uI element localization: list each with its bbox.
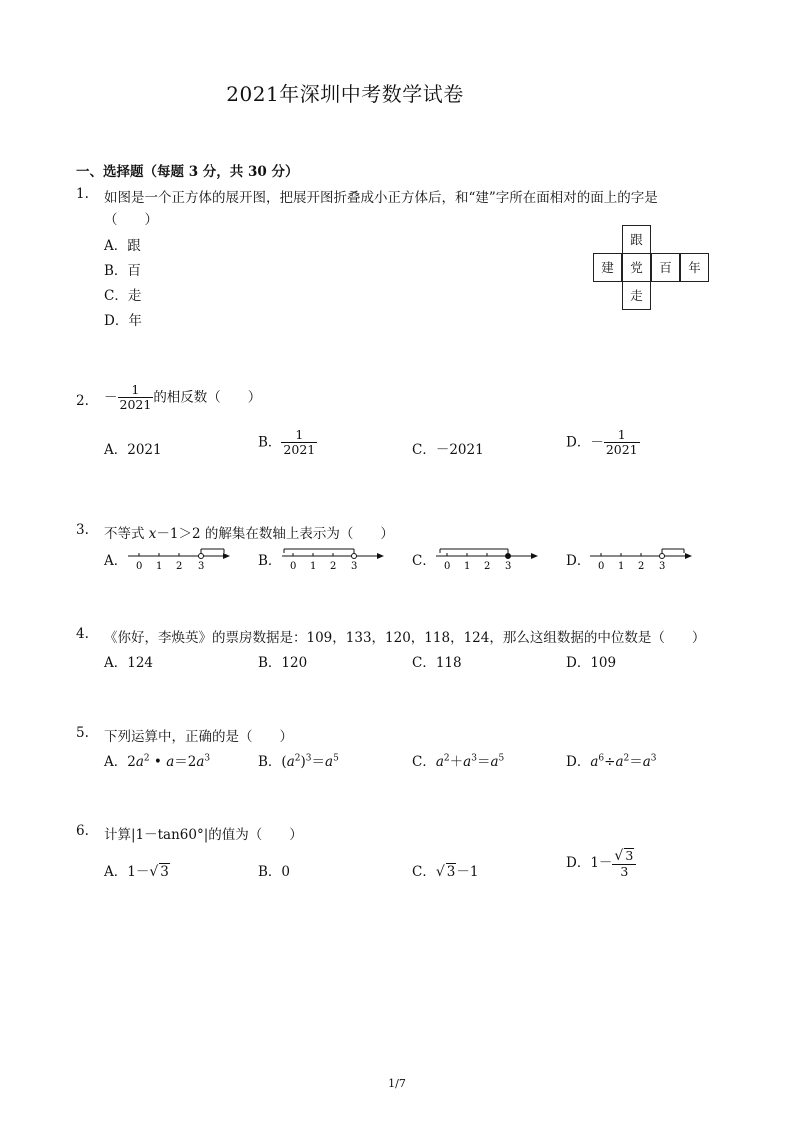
net-cell-row-3: 百	[651, 253, 680, 282]
q6-option-d-fraction: $\frac{√ 3}{3}$	[612, 848, 636, 879]
net-cell-top: 跟	[622, 225, 651, 254]
net-cell-bottom: 走	[622, 281, 651, 310]
q3-text-pre: 不等式	[104, 526, 149, 542]
q4-option-a: A．124	[104, 655, 154, 671]
q3-numberline-d	[586, 540, 696, 572]
q6-option-d-label: D．1－	[566, 855, 613, 872]
q4-option-b: B．120	[258, 655, 308, 671]
q4-number: 4.	[76, 626, 89, 642]
q3-b-tick-0: 0	[290, 561, 297, 572]
q4-option-d: D．109	[566, 655, 617, 671]
q4-text: 《你好，李焕英》的票房数据是：109，133，120，118，124，那么这组数据的中位数是（ ）	[104, 630, 706, 646]
q1-text: 如图是一个正方体的展开图，把展开图折叠成小正方体后，和“建”字所在面相对的面上的字是	[104, 190, 658, 206]
q3-b-tick-1: 1	[310, 561, 317, 572]
q3-a-tick-1: 1	[156, 561, 163, 572]
q3-numberline-c	[432, 540, 542, 572]
net-cell-row-1: 建	[593, 253, 622, 282]
q3-c-tick-2: 2	[484, 561, 491, 572]
exam-title: 2021年深圳中考数学试卷	[226, 82, 464, 106]
q1-option-d: D．年	[104, 313, 142, 329]
q3-d-tick-3: 3	[659, 561, 666, 572]
q1-option-b: B．百	[104, 263, 141, 279]
q3-number: 3.	[76, 522, 89, 538]
q6-option-a: A．1－√ 3	[104, 864, 169, 880]
q3-text	[104, 522, 394, 542]
q5-option-c-label: C．	[412, 754, 436, 770]
q3-a-tick-2: 2	[176, 561, 183, 572]
q3-option-b-label: B．	[258, 553, 282, 569]
q3-a-tick-3: 3	[198, 561, 205, 572]
section-heading: 一、选择题（每题 3 分，共 30 分）	[76, 164, 299, 180]
q5-option-a: A．$2a^2$ • $a=2a^3$	[104, 753, 211, 770]
q6-option-b: B．0	[258, 864, 291, 880]
q3-text-post: －1＞2 的解集在数轴上表示为（ ）	[156, 526, 394, 542]
q6-option-d-den: 3	[620, 864, 629, 880]
q2-option-d	[566, 428, 640, 458]
q5-number: 5.	[76, 725, 89, 741]
q3-d-tick-1: 1	[618, 561, 625, 572]
q5-option-a-label: A．	[104, 754, 128, 770]
q2-option-d-label: D．－	[566, 434, 604, 451]
q3-numberline-b	[278, 540, 388, 572]
q3-c-tick-1: 1	[464, 561, 471, 572]
q3-option-a-label: A．	[104, 553, 128, 569]
q3-c-tick-0: 0	[444, 561, 451, 572]
q2-stem	[104, 383, 261, 413]
q6-option-a-label: A．1－	[104, 864, 150, 880]
q3-option-d-label: D．	[566, 553, 591, 569]
q6-option-d	[566, 848, 636, 879]
q6-option-c: C．√ 3－1	[412, 864, 479, 880]
q6-text: 计算|1－tan60°|的值为（ ）	[104, 827, 303, 843]
q5-option-c: C．$a^2+a^3=a^5$	[412, 753, 505, 770]
q4-option-c: C．118	[412, 655, 462, 671]
q2-option-b-den: 2021	[283, 442, 316, 458]
q2-suffix: 的相反数（ ）	[153, 389, 262, 406]
q2-fraction	[118, 383, 154, 413]
q3-d-tick-0: 0	[598, 561, 605, 572]
q2-option-d-num: 1	[604, 428, 640, 443]
q2-option-b	[258, 428, 317, 458]
q2-option-c: C．－2021	[412, 442, 484, 458]
q3-option-c-label: C．	[412, 553, 436, 569]
q2-minus: －	[104, 389, 118, 406]
q3-variable: x	[148, 526, 157, 542]
q5-option-b-label: B．	[258, 754, 282, 770]
q3-b-tick-2: 2	[330, 561, 337, 572]
q3-b-tick-3: 3	[351, 561, 358, 572]
q5-option-d: D．$a^6\div a^2=a^3$	[566, 753, 657, 770]
q2-option-b-num: 1	[281, 428, 317, 443]
q6-option-c-tail: －1	[456, 864, 479, 880]
q3-a-tick-0: 0	[136, 561, 143, 572]
q2-option-d-den: 2021	[605, 442, 638, 458]
q2-option-d-fraction	[604, 428, 640, 458]
net-cell-row-2: 党	[622, 253, 651, 282]
q6-option-a-radicand: 3	[160, 864, 169, 880]
q2-frac-num: 1	[118, 383, 154, 398]
q6-number: 6.	[76, 823, 89, 839]
q5-option-b: B．$(a^2)^3=a^5$	[258, 753, 339, 770]
q5-option-d-label: D．	[566, 754, 591, 770]
q5-text: 下列运算中，正确的是（ ）	[104, 729, 293, 745]
q3-numberline-a	[124, 540, 234, 572]
q6-option-c-radicand: 3	[446, 864, 456, 880]
q1-paren: （ ）	[104, 212, 158, 228]
q2-option-b-fraction	[281, 428, 317, 458]
q6-option-d-radicand: 3	[625, 848, 634, 863]
q6-option-c-label: C．	[412, 864, 436, 880]
q1-option-c: C．走	[104, 288, 142, 304]
q3-c-tick-3: 3	[505, 561, 512, 572]
q2-frac-den: 2021	[119, 397, 152, 413]
q1-option-a: A．跟	[104, 238, 141, 254]
net-cell-row-4: 年	[680, 253, 709, 282]
q2-option-b-label: B．	[258, 434, 282, 451]
page-number: 1/7	[388, 1077, 406, 1090]
q2-option-a: A．2021	[104, 442, 162, 458]
q2-number: 2.	[76, 393, 89, 409]
q3-d-tick-2: 2	[638, 561, 645, 572]
q1-number: 1.	[76, 186, 89, 202]
